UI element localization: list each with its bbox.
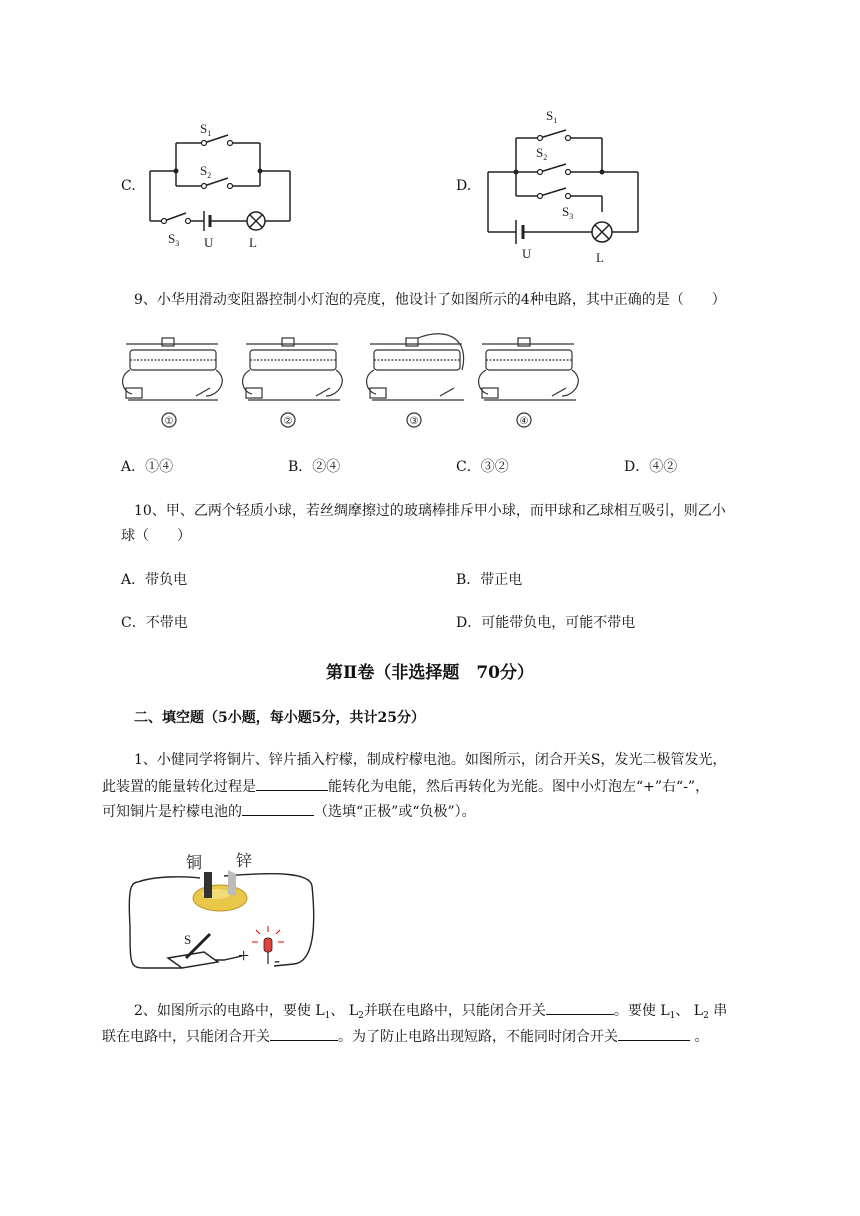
switch-label: S <box>184 932 192 947</box>
q9-rheostat-figures <box>118 330 588 432</box>
q9-option-c[interactable]: C．③② <box>456 459 509 475</box>
question-10-stem-line1: 10、甲、乙两个轻质小球，若丝绸摩擦过的玻璃棒排斥甲小球，而甲球和乙球相互吸引，则乙小 <box>134 503 726 519</box>
label-u: U <box>204 235 214 250</box>
q10-option-a[interactable]: A．带负电 <box>121 572 188 588</box>
label-l: L <box>249 235 257 250</box>
answer-blank-2[interactable] <box>242 801 314 816</box>
answer-blank-3[interactable] <box>546 1000 614 1015</box>
minus-sign: - <box>274 950 280 970</box>
option-c-label: C. <box>121 178 136 194</box>
figure-label-2: ② <box>283 416 293 427</box>
circuit-diagram-c <box>140 115 300 255</box>
label-s3: $S_3$ <box>562 204 574 221</box>
q9-option-a[interactable]: A．①④ <box>121 459 174 475</box>
zinc-label: 锌 <box>236 853 253 870</box>
question-9-stem: 9、小华用滑动变阻器控制小灯泡的亮度，他设计了如图所示的4种电路，其中正确的是（ ） <box>134 292 726 308</box>
q9-option-b[interactable]: B．②④ <box>288 459 341 475</box>
fill-q2-line1: 2、如图所示的电路中，要使 $L_1$、 $L_2$并联在电路中，只能闭合开关 。要使 $L_1$、 $L_2$ 串 <box>134 1000 727 1026</box>
label-s3: $S_3$ <box>168 231 180 248</box>
figure-label-3: ③ <box>409 416 419 427</box>
answer-blank-4[interactable] <box>270 1026 338 1041</box>
circuit-diagram-d <box>480 100 650 270</box>
fill-q1-line2: 此装置的能量转化过程是 能转化为电能，然后再转化为光能。图中小灯泡左“+”右“-”， <box>102 776 709 797</box>
label-u: U <box>522 246 532 261</box>
figure-label-4: ④ <box>519 416 529 427</box>
copper-label: 铜 <box>186 855 203 872</box>
label-s1: $S_1$ <box>546 108 558 125</box>
q10-option-c[interactable]: C．不带电 <box>121 615 188 631</box>
q9-option-d[interactable]: D．④② <box>624 459 678 475</box>
answer-blank-5[interactable] <box>618 1026 690 1041</box>
option-d-label: D. <box>456 178 472 194</box>
label-s2: $S_2$ <box>536 145 548 162</box>
plus-sign: + <box>238 945 250 967</box>
question-10-stem-line2: 球（ ） <box>121 528 191 544</box>
fill-q1-line1: 1、小健同学将铜片、锌片插入柠檬，制成柠檬电池。如图所示，闭合开关S，发光二极管发光， <box>134 752 727 768</box>
figure-label-1: ① <box>164 416 174 427</box>
q10-option-d[interactable]: D．可能带负电，可能不带电 <box>456 615 636 631</box>
label-s2: $S_2$ <box>200 163 212 180</box>
q10-option-b[interactable]: B．带正电 <box>456 572 523 588</box>
section-title: 第Ⅱ卷（非选择题 70分） <box>326 663 534 683</box>
label-s1: $S_1$ <box>200 121 212 138</box>
answer-blank-1[interactable] <box>256 776 328 791</box>
lemon-battery-figure <box>124 846 324 974</box>
fill-q1-line3: 可知铜片是柠檬电池的 （选填“正极”或“负极”）。 <box>102 801 476 822</box>
fill-q2-line2: 联在电路中，只能闭合开关 。为了防止电路出现短路，不能同时闭合开关 。 <box>102 1026 708 1047</box>
label-l: L <box>596 250 604 265</box>
section-subtitle: 二、填空题（5小题，每小题5分，共计25分） <box>134 710 425 726</box>
